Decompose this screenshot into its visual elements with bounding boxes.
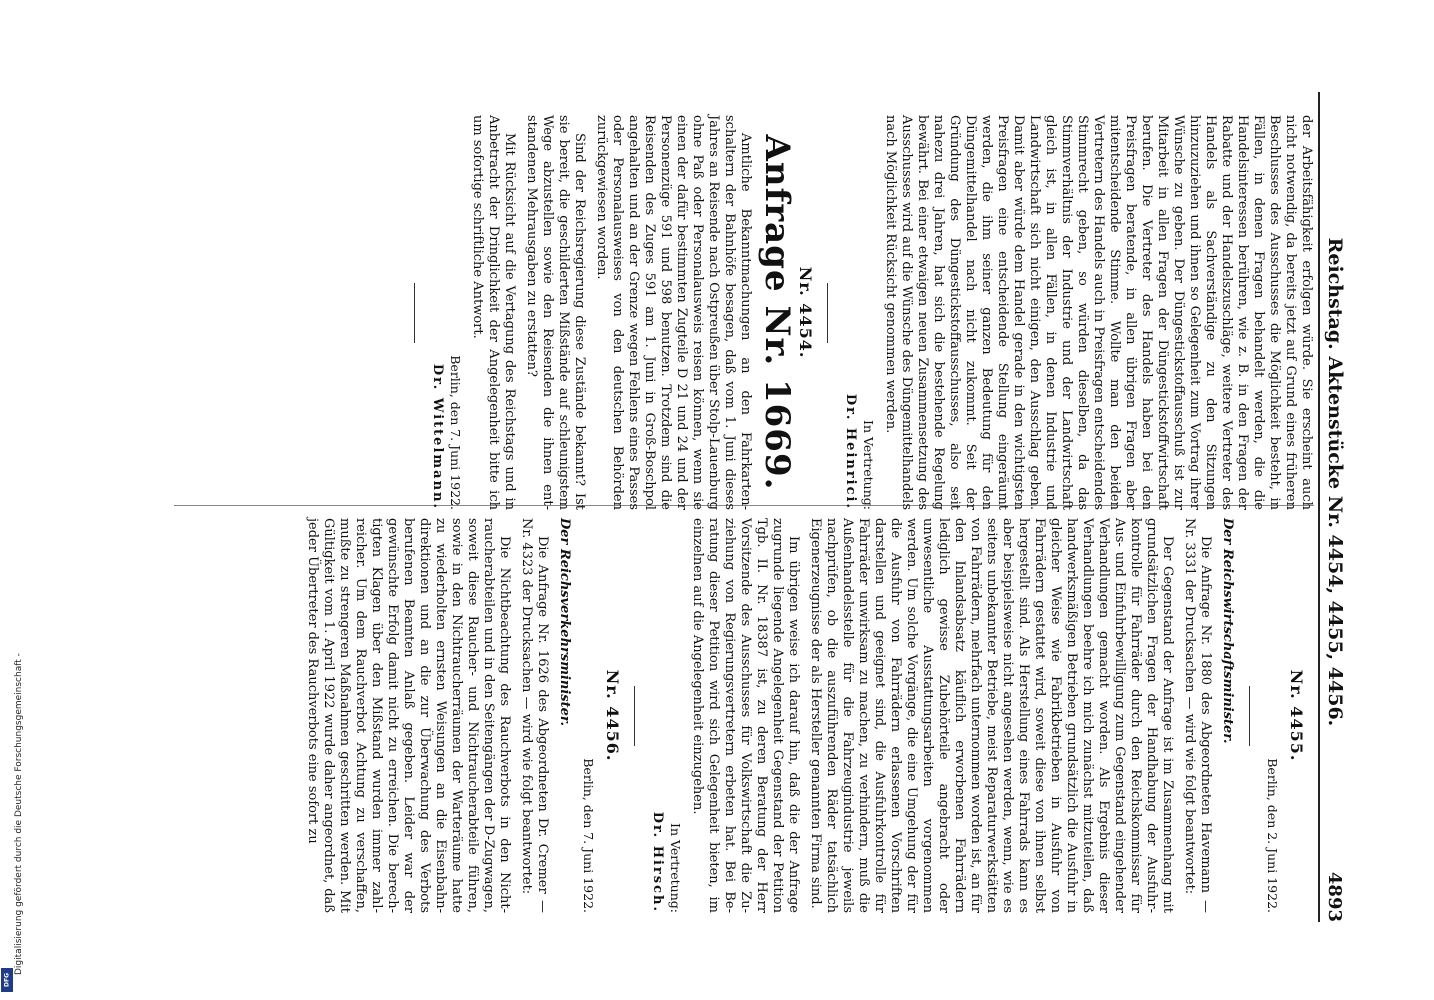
right-paragraph-5: Die Nichtbeachtung des Rauchverbots in den Nichtraucherabteilen und in den Seitengängen der D-Zugwagen, soweit diese Raucher- und Nichtraucherabteile führen, sowie in den Nichtraucherräumen der Warteräume hatte zu wiederholten ernsten Weisungen an die Eisenbahndirektionen und an die zur Überwachung des Verbots berufenen Beamten Anlaß gegeben. Leider war der gewünschte Erfolg damit nicht zu erreichen. Die berechtigten Klagen über den Mißstand wurden immer zahlreicher. Um dem Rauchverbot Achtung zu verschaffen, mußte zu strengeren Maßnahmen geschritten werden. Mit Gültigkeit vom 1. April 1922 wurde daher angeordnet, daß jeder Übertreter des Rauchverbots eine sofort zu: [305, 518, 512, 913]
anfrage-title: Anfrage Nr. 1669.: [757, 134, 797, 491]
signature-hirsch: Dr. Hirsch.: [650, 811, 665, 913]
header-title: Reichstag. Aktenstücke Nr. 4454, 4455, 4456.: [1324, 237, 1346, 727]
signature-label: In Vertretung:: [861, 420, 876, 510]
minister-economics: Der Reichswirtschaftsminister.: [1220, 518, 1235, 744]
digitization-credit-text: Digitalisierung gefördert durch die Deutsche Forschungsgemeinschaft -: [14, 653, 24, 975]
signature-label-4455: In Vertretung:: [668, 823, 683, 913]
date-line-4455: Berlin, den 2. Juni 1922.: [1265, 758, 1280, 913]
left-paragraph-3: Sind der Reichsregierung diese Zustände bekannt? Ist sie bereit, die geschilderten Mißstände auf schleunigstem Wege abzustellen sowie den Reisenden die ihnen entstandenen Mehrausgaben zu erstatten?: [524, 115, 587, 510]
signature-wittelmann: Dr. Wittelmann.: [430, 363, 445, 510]
date-line: Berlin, den 7. Juni 1922.: [448, 355, 463, 510]
section-rule-4456: [634, 686, 635, 746]
minister-transport: Der Reichsverkehrsminister.: [557, 518, 572, 727]
page-header: [1318, 92, 1364, 922]
right-column: [298, 518, 1314, 913]
date-line-4456: Berlin, den 7. Juni 1922.: [581, 758, 596, 913]
dfg-logo: DFG: [1, 968, 13, 992]
right-paragraph-3: Im übrigen weise ich darauf hin, daß die der Anfrage zugrunde liegende Angelegenheit Gegenstand der Petition Tgb. II. Nr. 18387 ist, zu deren Beratung der Herr Vorsitzende des Ausschusses für Volkswirtschaft die Zuziehung von Regierungsvertretern erbeten hat. Bei Beratung dieser Petition wird sich Gelegenheit bieten, im einzelnen auf die Angelegenheit einzugehen.: [690, 518, 801, 913]
signature-heinrici: Dr. Heinrici.: [843, 393, 858, 510]
left-paragraph-1: der Arbeitsfähigkeit erfolgen würde. Sie erscheint auch nicht notwendig, da bereits jetzt auf Grund eines früheren Beschlusses des Ausschusses die Möglichkeit besteht, in Fällen, in denen Fragen behandelt werden, die die Handelsinteressen berühren, wie z. B. in den Fragen der Rabatte und der Handelszuschläge, weitere Vertreter des Handels als Sachverständige zu den Sitzungen hinzuzuziehen und ihnen so Gelegenheit zum Vortrag ihrer Wünsche zu geben. Der Düngestickstoffausschuß ist zur Mitarbeit in allen Fragen der Düngestickstoffwirtschaft berufen. Die Vertreter des Handels haben bei den Preisfragen beratende, in allen übrigen Fragen aber mitentscheidende Stimme. Wollte man den beiden Vertretern des Handels auch in Preisfragen entscheidendes Stimmrecht geben, so würden dieselben, da das Stimmverhältnis der Industrie und der Landwirtschaft gleich ist, in allen Fällen, in denen Industrie und Landwirtschaft sich nicht einigen, den Ausschlag geben. Damit aber würde dem Handel gerade in den wichtigsten Preisfragen eine entscheidende Stellung eingeräumt werden, die ihm seiner ganzen Bedeutung für den Düngemittelhandel nach nicht zukommt. Seit der Gründung des Düngestickstoffausschusses, also seit nahezu drei Jahren, hat sich die bestehende Regelung bewährt. Bei einer etwaigen neuen Zusammensetzung des Ausschusses wird auf die Wünsche des Düngemittelhandels nach Möglichkeit Rücksicht genommen werden.: [883, 115, 1314, 510]
digitization-credit-strip: [0, 0, 24, 1000]
section-rule-end: [414, 283, 415, 343]
section-rule: [827, 283, 828, 343]
right-paragraph-2: Der Gegenstand der Anfrage ist im Zusammenhang mit grundsätzlichen Fragen der Handhabung der Ausfuhrkontrolle für Fahrräder durch den Reichskommissar für Aus- und Einfuhrbewilligung zum Gegenstand eingehender Verhandlungen gemacht worden. Als Ergebnis dieser Verhandlungen beehre ich mich zunächst mitzuteilen, daß handwerksmäßigen Betrieben grundsätzlich die Ausfuhr in gleicher Weise wie Fabrikbetrieben in Ausfuhr von Fahrrädern gestattet wird, soweit diese von ihnen selbst hergestellt sind. Als Herstellung eines Fahrrads kann es aber beispielsweise nicht angesehen werden, wenn, wie es seitens unbekannter Betriebe, meist Reparaturwerkstätten von Fahrrädern, mehrfach unternommen worden ist, an für den Inlandsabsatz käuflich erworbenen Fahrrädern lediglich gewisse Zubehörteile angebracht oder unwesentliche Ausstattungsarbeiten vorgenommen werden. Um solche Vorgänge, die eine Umgehung der für die Ausfuhr von Fahrrädern erlassenen Vorschriften darstellen und geeignet sind, die Ausfuhrkontrolle für Fahrräder unwirksam zu machen, zu verhindern, muß die Außenhandelsstelle für die Fahrzeugindustrie jeweils nachprüfen, ob die auszuführenden Räder tatsächlich Eigenerzeugnisse der als Hersteller genannten Firma sind.: [808, 518, 1175, 913]
left-paragraph-2: Amtliche Bekanntmachungen an den Fahrkartenschaltern der Bahnhöfe besagen, daß vom 1. Juni dieses Jahres an Reisende nach Ostpreußen über Stolp-Lauenburg ohne Paß oder Personalausweis reisen können, wenn sie einen der dafür bestimmten Zugteile D 21 und 24 und der Personenzüge 591 und 598 benutzen. Trotzdem sind die Reisenden des Zuges 591 am 1. Juni in Groß-Boschpol angehalten und an der Grenze wegen Fehlens eines Passes oder Personalausweises von den deutschen Behörden zurückgewiesen worden.: [594, 115, 753, 510]
left-paragraph-4: Mit Rücksicht auf die Vertagung des Reichstags und in Anbetracht der Dringlichkeit der Angelegenheit bitte ich um sofortige schriftliche Antwort.: [470, 115, 517, 510]
right-paragraph-1: Die Anfrage Nr. 1880 des Abgeordneten Havemann — Nr. 3331 der Drucksachen — wird wie folgt beantwortet:: [1182, 518, 1213, 913]
section-rule-4455: [1249, 686, 1250, 746]
page-number-visible: 4893: [1324, 871, 1345, 922]
document-number-4455: Nr. 4455.: [1287, 669, 1306, 762]
right-paragraph-4: Die Anfrage Nr. 1626 des Abgeordneten Dr. Cremer — Nr. 4323 der Drucksachen — wird wie folgt beantwortet:: [519, 518, 550, 913]
document-number-4456: Nr. 4456.: [603, 669, 622, 762]
left-column: [400, 115, 1314, 510]
document-number-4454: Nr. 4454.: [796, 266, 815, 359]
